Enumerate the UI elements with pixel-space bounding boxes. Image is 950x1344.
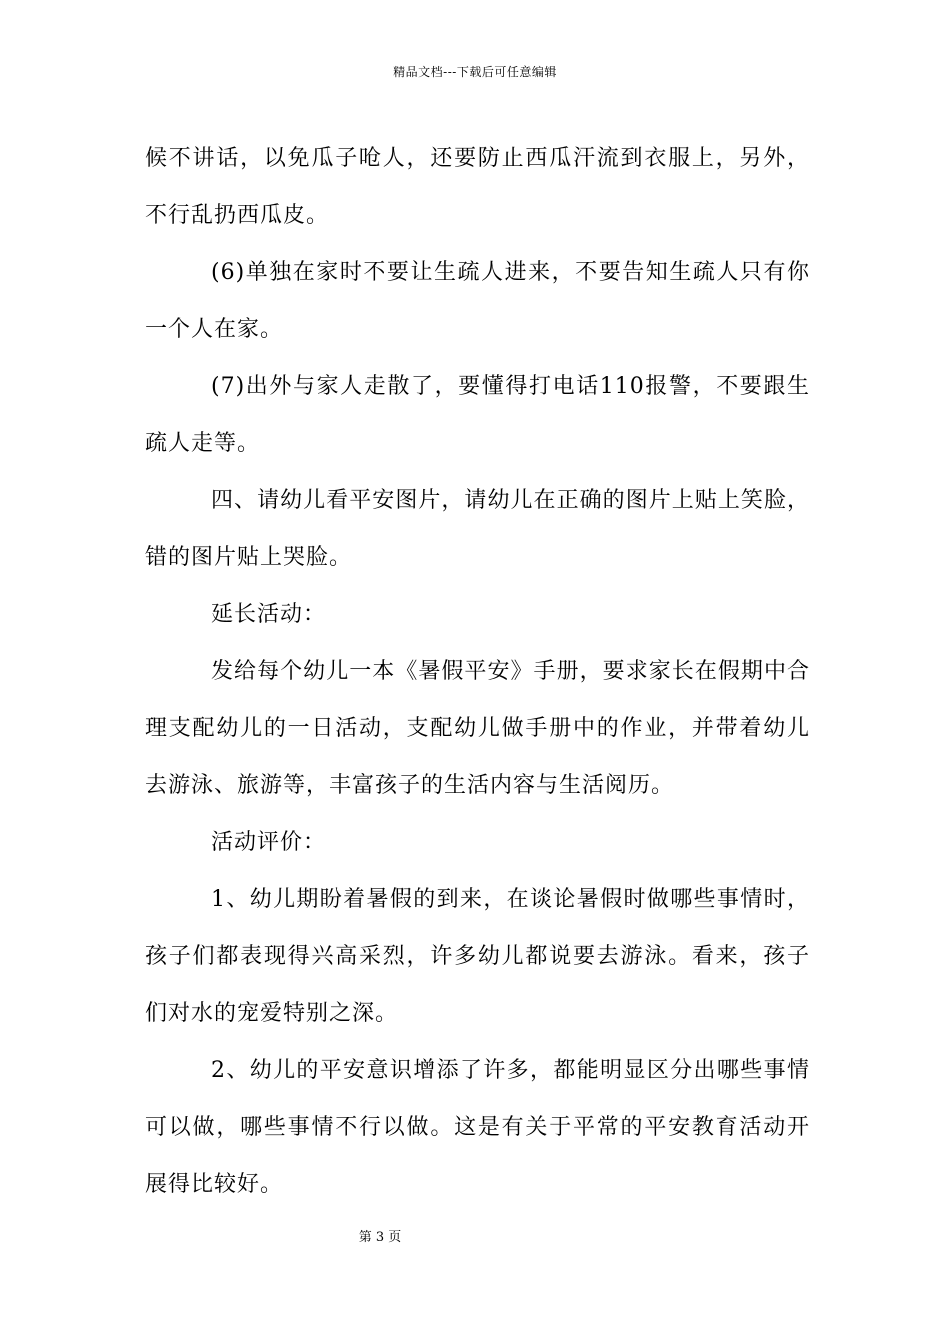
paragraph: 候不讲话，以免瓜子呛人，还要防止西瓜汗流到衣服上，另外，不行乱扔西瓜皮。 bbox=[145, 146, 810, 228]
section-heading: 活动评价： bbox=[211, 830, 327, 855]
paragraph: (7)出外与家人走散了，要懂得打电话110报警，不要跟生疏人走等。 bbox=[145, 374, 810, 456]
paragraph: 1、幼儿期盼着暑假的到来，在谈论暑假时做哪些事情时，孩子们都表现得兴高采烈，许多幼儿都说要去游泳。看来，孩子们对水的宠爱特别之深。 bbox=[145, 887, 810, 1026]
paragraph: 2、幼儿的平安意识增添了许多，都能明显区分出哪些事情可以做，哪些事情不行以做。这是有关于平常的平安教育活动开展得比较好。 bbox=[145, 1058, 810, 1197]
paragraph: 四、请幼儿看平安图片，请幼儿在正确的图片上贴上笑脸，错的图片贴上哭脸。 bbox=[145, 488, 810, 570]
paragraph: 发给每个幼儿一本《暑假平安》手册，要求家长在假期中合理支配幼儿的一日活动，支配幼儿做手册中的作业，并带着幼儿去游泳、旅游等，丰富孩子的生活内容与生活阅历。 bbox=[145, 659, 810, 798]
page-header: 精品文档---下载后可任意编辑 bbox=[393, 65, 557, 79]
paragraph: (6)单独在家时不要让生疏人进来，不要告知生疏人只有你一个人在家。 bbox=[145, 260, 810, 342]
section-heading: 延长活动： bbox=[211, 602, 327, 627]
page-number: 第 3 页 bbox=[358, 1230, 402, 1245]
document-body bbox=[145, 130, 810, 1213]
